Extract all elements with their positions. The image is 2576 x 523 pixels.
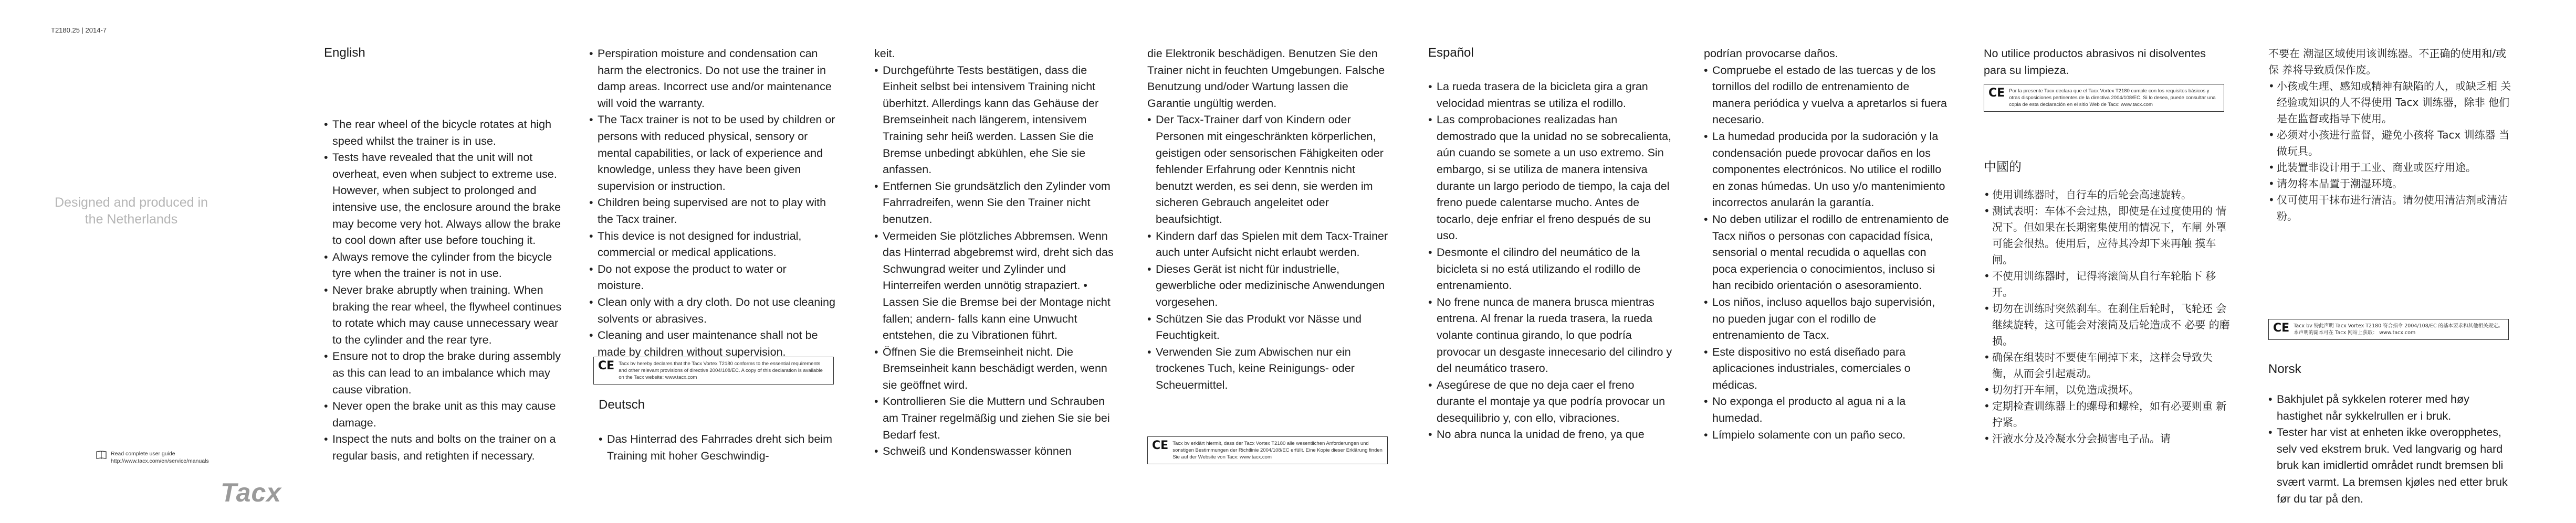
section-title-norsk: Norsk	[2268, 362, 2301, 376]
list-item: • 仅可使用干抹布进行清洁。请勿使用清洁剂或清洁粉。	[2268, 192, 2515, 225]
list-item: • 此装置非设计用于工业、商业或医疗用途。	[2268, 159, 2515, 176]
list-item: • Do not expose the product to water or moisture.	[589, 261, 836, 294]
list-item: • La rueda trasera de la bicicleta gira a gran velocidad mientras se utiliza el rodillo.	[1428, 79, 1675, 112]
list-item: • Durchgeführte Tests bestätigen, dass die Einheit selbst bei intensivem Training nicht überhitzt. Allerdings kann das Gehäuse der Bremseinheit nach längerem, intensivem Training sehr heiß werden. Lassen Sie die Bremse unbedingt abkühlen, ehe Sie sie anfassen.	[874, 62, 1121, 178]
list-item: • 必须对小孩进行监督，避免小孩将 Tacx 训练器 当做玩具。	[2268, 127, 2515, 159]
list-item: • Desmonte el cilindro del neumático de la bicicleta si no está utilizando el rodillo de entrenamiento.	[1428, 244, 1675, 294]
ce-mark-icon: CE	[598, 359, 615, 372]
ce-declaration-chinese	[2268, 319, 2509, 340]
list-item: • Perspiration moisture and condensation can harm the electronics. Do not use the trainer in damp areas. Incorrect use and/or maintenance will void the warranty.	[589, 46, 836, 112]
list-item: • Entfernen Sie grundsätzlich den Zylinder vom Fahrradreifen, wenn Sie den Trainer nicht benutzen.	[874, 178, 1121, 228]
list-item: • 切勿打开车闸，以免造成损坏。	[1984, 382, 2231, 398]
ce-text: Tacx bv 特此声明 Tacx Vortex T2180 符合指令 2004/108/EC 的基本要求和其他相关规定。本声明的副本可在 Tacx 网站上获取： www.tacx.com	[2294, 323, 2504, 336]
list-item: • 定期检查训练器上的螺母和螺栓，如有必要则重 新拧紧。	[1984, 398, 2231, 431]
list-item: • Clean only with a dry cloth. Do not use cleaning solvents or abrasives.	[589, 294, 836, 327]
side-title: Designed and produced in the Netherlands	[55, 195, 208, 227]
ce-text: Tacx bv hereby declares that the Tacx Vortex T2180 conforms to the essential requirements and other relevant provisions of directive 2004/108/EC. A copy of this declaration is available on the Tacx website: www.tacx.com	[619, 361, 823, 380]
list-item: • The Tacx trainer is not to be used by children or persons with reduced physical, sensory or mental capabilities, or lack of experience and knowledge, unless they have been given supervision or instruction.	[589, 112, 836, 195]
user-guide-label: Read complete user guide	[111, 451, 175, 457]
list-item: • Kontrollieren Sie die Muttern und Schrauben am Trainer regelmäßig und ziehen Sie sie bei Bedarf fest.	[874, 393, 1121, 443]
section-title-espanol: Español	[1428, 46, 1474, 60]
document-code: T2180.25 | 2014-7	[51, 26, 107, 34]
list-item: • Kindern darf das Spielen mit dem Tacx-Trainer auch unter Aufsicht nicht erlaubt werden.	[1147, 228, 1394, 261]
list-item: • Vermeiden Sie plötzliches Abbremsen. Wenn das Hinterrad abgebremst wird, dreht sich das Schwungrad weiter und Zylinder und Hinterreifen werden unnötig strapaziert. • Lassen Sie die Bremse bei der Montage nicht fallen; andern- falls kann eine Unwucht entstehen, die zu Vibrationen führt.	[874, 228, 1121, 344]
list-item: • 切勿在训练时突然刹车。在刹住后轮时，飞轮还 会继续旋转，这可能会对滚筒及后轮造成不 必要 的磨损。	[1984, 301, 2231, 349]
tacx-logo: Tacx	[221, 478, 282, 507]
list-item: • Este dispositivo no está diseñado para aplicaciones industriales, comerciales o médicas.	[1704, 344, 1951, 394]
list-item: • No deben utilizar el rodillo de entrenamiento de Tacx niños o personas con capacidad física, sensorial o mental recudida o aquellas con poca experiencia o conocimientos, incluso si han recibido orientación o asesoramiento.	[1704, 211, 1951, 294]
list-item: • No abra nunca la unidad de freno, ya que	[1428, 426, 1675, 443]
ce-text: Por la presente Tacx declara que el Tacx Vortex T2180 cumple con los requisitos básicos y otras disposiciones pertinentes de la directiva 2004/108/EC. Si lo desea, puede consultar una copia de esta declaración en el sitio Web de Tacx: www.tacx.com	[2009, 88, 2216, 108]
chinese-column-8	[2268, 46, 2515, 225]
english-column-2	[589, 46, 836, 360]
list-item: • Ensure not to drop the brake during assembly as this can lead to an imbalance which may cause vibration.	[324, 348, 571, 398]
list-item: • Los niños, incluso aquellos bajo supervisión, no pueden jugar con el rodillo de entrenamiento de Tacx.	[1704, 294, 1951, 344]
list-item: • La humedad producida por la sudoración y la condensación puede provocar daños en los componentes electrónicos. No utilice el rodillo en zonas húmedas. Un uso y/o mantenimiento incorrectos anularán la garantía.	[1704, 129, 1951, 211]
section-title-deutsch: Deutsch	[599, 398, 645, 412]
ce-mark-icon: CE	[2273, 322, 2290, 335]
deutsch-column-3	[874, 46, 1121, 460]
norsk-column-8	[2268, 391, 2515, 507]
list-item: • The rear wheel of the bicycle rotates at high speed whilst the trainer is in use.	[324, 116, 571, 150]
list-item: • This device is not designed for industrial, commercial or medical applications.	[589, 228, 836, 261]
list-item: • Öffnen Sie die Bremseinheit nicht. Die Bremseinheit kann beschädigt werden, wenn sie geöffnet wird.	[874, 344, 1121, 394]
list-item: • Tester har vist at enheten ikke overopphetes, selv ved ekstrem bruk. Ved langvarig og hard bruk kan imidlertid området rundt bremsen bli svært varmt. La bremsen kjøles ned etter bruk før du tar på den.	[2268, 424, 2515, 507]
list-item: • Dieses Gerät ist nicht für industrielle, gewerbliche oder medizinische Anwendungen vorgesehen.	[1147, 261, 1394, 311]
deutsch-column-2	[599, 431, 835, 464]
deutsch-column-4	[1147, 46, 1394, 393]
list-item: • No frene nunca de manera brusca mientras entrena. Al frenar la rueda trasera, la rueda volante continua girando, lo que podría provocar un desgaste innecesario del cilindro y del neumático trasero.	[1428, 294, 1675, 377]
list-item: • 小孩或生理、感知或精神有缺陷的人，或缺乏相 关经验或知识的人不得使用 Tacx 训练器，除非 他们是在监督或指导下使用。	[2268, 78, 2515, 127]
list-item: • Children being supervised are not to play with the Tacx trainer.	[589, 195, 836, 228]
list-item: • Always remove the cylinder from the bicycle tyre when the trainer is not in use.	[324, 249, 571, 282]
list-item: • Schützen Sie das Produkt vor Nässe und Feuchtigkeit.	[1147, 311, 1394, 344]
section-title-english: English	[324, 46, 365, 60]
list-item: • Schweiß und Kondenswasser können	[874, 443, 1121, 460]
list-item: • Compruebe el estado de las tuercas y de los tornillos del rodillo de entrenamiento de manera periódica y vuelva a apretarlos si fuera necesario.	[1704, 62, 1951, 129]
list-item: • Never open the brake unit as this may cause damage.	[324, 398, 571, 431]
ce-declaration-english	[593, 357, 834, 385]
list-item: • 测试表明：车体不会过热，即使是在过度使用的 情况下。但如果在长期密集使用的情况下，车闸 外罩可能会很热。使用后，应待其冷却下来再触 摸车闸。	[1984, 203, 2231, 268]
list-item: keit.	[874, 47, 895, 60]
list-item: • Las comprobaciones realizadas han demostrado que la unidad no se sobrecalienta, aún cuando se somete a un uso extremo. Sin embargo, si se utiliza de manera intensiva durante un largo periodo de tiempo, la caja del freno puede calentarse mucho. Antes de tocarlo, deje enfriar el freno después de su uso.	[1428, 112, 1675, 244]
paragraph: No utilice productos abrasivos ni disolventes para su limpieza.	[1984, 47, 2206, 77]
list-item: 不要在 潮湿区域使用该训练器。不正确的使用和/或保 养将导致质保作废。	[2268, 47, 2507, 76]
list-item: die Elektronik beschädigen. Benutzen Sie den Trainer nicht in feuchten Umgebungen. Falsche Benutzung und/oder Wartung lassen die Garantie ungültig werden.	[1147, 47, 1385, 110]
list-item: • Never brake abruptly when training. When braking the rear wheel, the flywheel continues to rotate which may cause unnecessary wear to the cylinder and the rear tyre.	[324, 282, 571, 348]
section-title-chinese: 中國的	[1984, 159, 2022, 174]
espanol-column-7	[1984, 46, 2231, 79]
list-item: • Verwenden Sie zum Abwischen nur ein trockenes Tuch, keine Reinigungs- oder Scheuermittel.	[1147, 344, 1394, 394]
chinese-column-7	[1984, 187, 2231, 447]
list-item: • Inspect the nuts and bolts on the trainer on a regular basis, and retighten if necessary.	[324, 431, 571, 464]
list-item: • Das Hinterrad des Fahrrades dreht sich beim Training mit hoher Geschwindig-	[599, 431, 835, 464]
espanol-column-6	[1704, 46, 1951, 443]
ce-text: Tacx bv erklärt hiermit, dass der Tacx Vortex T2180 alle wesentlichen Anforderungen und sonstigen Bestimmungen der Richtlinie 2004/108/EC erfüllt. Eine Kopie dieser Erklärung finden Sie auf der Website von Tacx: www.tacx.com	[1172, 441, 1383, 460]
list-item: • Der Tacx-Trainer darf von Kindern oder Personen mit eingeschränkten körperlichen, geistigen oder sensorischen Fähigkeiten oder fehlender Erfahrung oder Kenntnis nicht benutzt werden, es sei denn, sie werden im sicheren Gebrauch angeleitet oder beaufsichtigt.	[1147, 112, 1394, 228]
ce-mark-icon: CE	[1988, 87, 2005, 100]
list-item: • Bakhjulet på sykkelen roterer med høy hastighet når sykkelrullen er i bruk.	[2268, 391, 2515, 424]
user-guide-note	[96, 450, 209, 465]
ce-declaration-espanol	[1984, 84, 2224, 112]
list-item: • 不使用训练器时，记得将滚筒从自行车轮胎下 移开。	[1984, 268, 2231, 301]
user-guide-link[interactable]: http://www.tacx.com/en/service/manuals	[111, 458, 209, 464]
list-item: • 汗液水分及冷凝水分会损害电子品。请	[1984, 431, 2231, 447]
list-item: • Asegúrese de que no deja caer el freno durante el montaje ya que podría provocar un desequilibrio y, con ello, vibraciones.	[1428, 377, 1675, 427]
list-item: • 确保在组装时不要使车闸掉下来，这样会导致失衡，从而会引起震动。	[1984, 349, 2231, 382]
ce-mark-icon: CE	[1152, 439, 1169, 452]
list-item: • 使用训练器时，自行车的后轮会高速旋转。	[1984, 187, 2231, 203]
list-item: • No exponga el producto al agua ni a la humedad.	[1704, 393, 1951, 426]
list-item: • Límpielo solamente con un paño seco.	[1704, 427, 1951, 444]
book-icon	[96, 450, 107, 462]
list-item: podrían provocarse daños.	[1704, 47, 1838, 60]
list-item: • Cleaning and user maintenance shall not be made by children without supervision.	[589, 327, 836, 360]
list-item: • 请勿将本品置于潮湿环境。	[2268, 176, 2515, 192]
english-column-1	[324, 116, 571, 464]
ce-declaration-deutsch	[1147, 436, 1388, 464]
list-item: • Tests have revealed that the unit will not overheat, even when subject to extreme use. However, when subject to prolonged and intensive use, the enclosure around the brake may become very hot. Always allow the brake to cool down after use before touching it.	[324, 150, 571, 249]
espanol-column-5	[1428, 79, 1675, 443]
